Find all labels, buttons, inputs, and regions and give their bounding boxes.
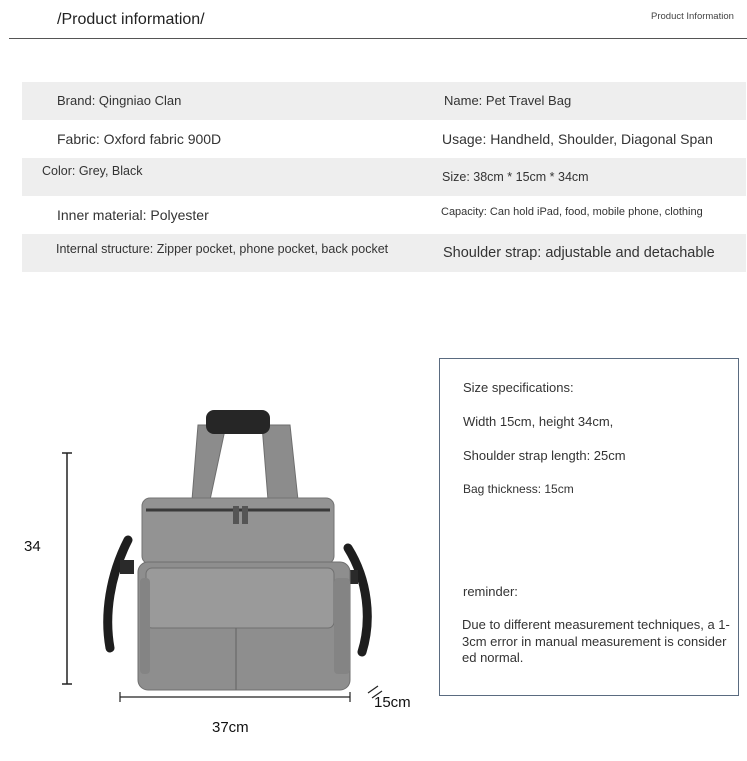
reminder-label: reminder: [463,584,518,599]
spec-row [22,196,746,234]
size-line: Bag thickness: 15cm [463,482,574,496]
reminder-text: Due to different measurement techniques, a 1-3cm error in manual measurement is considered normal. [462,617,730,665]
spec-row [22,82,746,120]
height-dimension-label: 34 [24,538,41,555]
header-divider [9,38,747,39]
spec-row [22,120,746,158]
bag-illustration [0,330,440,756]
spec-row [22,158,746,196]
bag-image [0,330,440,756]
width-dimension-label: 37cm [212,719,249,736]
spec-left: Internal structure: Zipper pocket, phone pocket, back pocket [56,242,389,256]
header-right-label: Product Information [651,11,734,22]
spec-left: Color: Grey, Black [42,164,143,178]
size-heading: Size specifications: [463,380,574,395]
spec-right: Usage: Handheld, Shoulder, Diagonal Span [442,131,713,147]
spec-right: Name: Pet Travel Bag [444,93,572,108]
spec-right: Shoulder strap: adjustable and detachable [443,245,715,261]
size-specifications-box [439,358,739,696]
page-title: /Product information/ [57,11,205,28]
spec-row [22,234,746,272]
spec-left: Brand: Qingniao Clan [57,93,182,108]
depth-dimension-label: 15cm [374,694,411,711]
spec-table [22,82,746,272]
size-line: Width 15cm, height 34cm, [463,414,614,429]
page-header [0,0,747,40]
spec-right: Size: 38cm * 15cm * 34cm [442,170,589,184]
spec-right: Capacity: Can hold iPad, food, mobile phone, clothing [441,206,703,218]
spec-left: Fabric: Oxford fabric 900D [57,131,222,147]
size-line: Shoulder strap length: 25cm [463,448,626,463]
spec-left: Inner material: Polyester [57,207,209,223]
